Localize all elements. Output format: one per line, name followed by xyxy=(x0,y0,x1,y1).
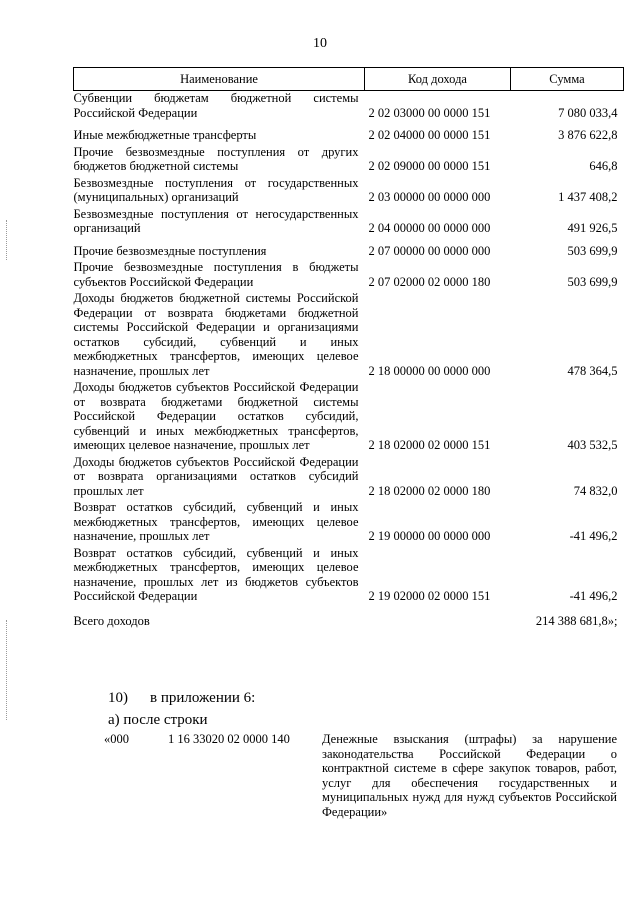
row-sum: -41 496,2 xyxy=(569,529,618,543)
table-row xyxy=(74,380,624,455)
row-code: 2 07 02000 02 0000 180 xyxy=(368,274,491,289)
table-row xyxy=(74,260,624,291)
total-label: Всего доходов xyxy=(73,613,150,628)
header-sum: Сумма xyxy=(511,68,624,91)
scan-margin-mark xyxy=(6,220,8,260)
row-code: 2 19 02000 02 0000 151 xyxy=(368,589,491,603)
row-name: Безвозмездные поступления от негосударственных организаций xyxy=(73,206,359,235)
row-name: Иные межбюджетные трансферты xyxy=(73,128,257,142)
table-total-row xyxy=(74,606,624,631)
table-row xyxy=(74,500,624,546)
amendment-item xyxy=(108,690,255,707)
row-code: 2 02 03000 00 0000 151 xyxy=(368,105,491,120)
amendment-text: в приложении 6: xyxy=(150,690,256,706)
row-sum: 1 437 408,2 xyxy=(558,190,618,204)
entry-text: Денежные взыскания (штрафы) за нарушение законодательства Российской Федерации о контрактной системе в сфере закупок товаров, работ, услуг для обеспечения государственных и муниципальных нужд для нужд субъектов Российской Федерации» xyxy=(322,732,617,819)
row-code: 2 19 00000 00 0000 000 xyxy=(368,529,491,543)
amendment-number: 10) xyxy=(108,690,128,706)
table-row xyxy=(74,455,624,501)
revenue-table xyxy=(73,67,624,630)
header-name: Наименование xyxy=(74,68,365,91)
table-row xyxy=(74,122,624,145)
row-code: 2 07 00000 00 0000 000 xyxy=(368,243,491,258)
row-sum: 646,8 xyxy=(589,159,618,173)
row-sum: 403 532,5 xyxy=(567,438,618,452)
table-row xyxy=(74,145,624,176)
table-row xyxy=(74,546,624,606)
row-name: Безвозмездные поступления от государственных (муниципальных) организаций xyxy=(73,175,359,204)
row-name: Субвенции бюджетам бюджетной системы Российской Федерации xyxy=(73,91,359,120)
amendment-subitem: а) после строки xyxy=(108,712,208,728)
row-name: Доходы бюджетов субъектов Российской Федерации от возврата бюджетами бюджетной системы Российской Федерации остатков субсидий, субвенций и иных межбюджетных трансфертов, имеющих целевое назначение, прошлых лет xyxy=(73,380,359,452)
row-sum: 7 080 033,4 xyxy=(558,105,618,120)
scan-margin-mark xyxy=(6,620,8,720)
row-name: Прочие безвозмездные поступления в бюджеты субъектов Российской Федерации xyxy=(73,260,359,289)
row-code: 2 18 00000 00 0000 000 xyxy=(368,363,491,378)
row-code: 2 18 02000 02 0000 180 xyxy=(368,483,491,498)
row-name: Доходы бюджетов субъектов Российской Федерации от возврата организациями остатков субсидий прошлых лет xyxy=(73,454,359,498)
table-header-row xyxy=(74,68,624,91)
row-sum: 503 699,9 xyxy=(567,243,618,258)
row-sum: -41 496,2 xyxy=(569,589,618,603)
row-code: 2 03 00000 00 0000 000 xyxy=(368,190,491,204)
row-name: Возврат остатков субсидий, субвенций и иных межбюджетных трансфертов, имеющих целевое назначение, прошлых лет xyxy=(73,500,359,543)
table-row xyxy=(74,291,624,380)
row-sum: 74 832,0 xyxy=(573,483,618,498)
entry-prefix: «000 xyxy=(104,732,129,746)
row-sum: 3 876 622,8 xyxy=(558,128,618,142)
row-code: 2 02 04000 00 0000 151 xyxy=(368,128,491,142)
row-name: Прочие безвозмездные поступления от других бюджетов бюджетной системы xyxy=(73,144,359,173)
row-code: 2 18 02000 02 0000 151 xyxy=(368,438,491,452)
entry-code: 1 16 33020 02 0000 140 xyxy=(168,732,290,746)
row-code: 2 04 00000 00 0000 000 xyxy=(368,221,491,235)
row-name: Доходы бюджетов бюджетной системы Российской Федерации от возврата бюджетами бюджетной системы Российской Федерации и организациями остатков субсидий, субвенций и иных межбюджетных трансфертов, имеющих целевое назначение, прошлых лет xyxy=(73,291,359,378)
table-row xyxy=(74,207,624,238)
page-number: 10 xyxy=(313,36,327,51)
header-code: Код дохода xyxy=(365,68,511,91)
row-sum: 478 364,5 xyxy=(567,363,618,378)
total-sum: 214 388 681,8»; xyxy=(535,613,618,628)
table-row xyxy=(74,176,624,207)
total-code-empty xyxy=(365,606,511,631)
row-name: Прочие безвозмездные поступления xyxy=(73,243,267,258)
row-code: 2 02 09000 00 0000 151 xyxy=(368,159,491,173)
table-row xyxy=(74,238,624,261)
row-name: Возврат остатков субсидий, субвенций и иных межбюджетных трансфертов, имеющих целевое назначение, прошлых лет из бюджетов субъектов Российской Федерации xyxy=(73,545,359,603)
row-sum: 503 699,9 xyxy=(567,274,618,289)
row-sum: 491 926,5 xyxy=(567,221,618,235)
table-row xyxy=(74,91,624,123)
